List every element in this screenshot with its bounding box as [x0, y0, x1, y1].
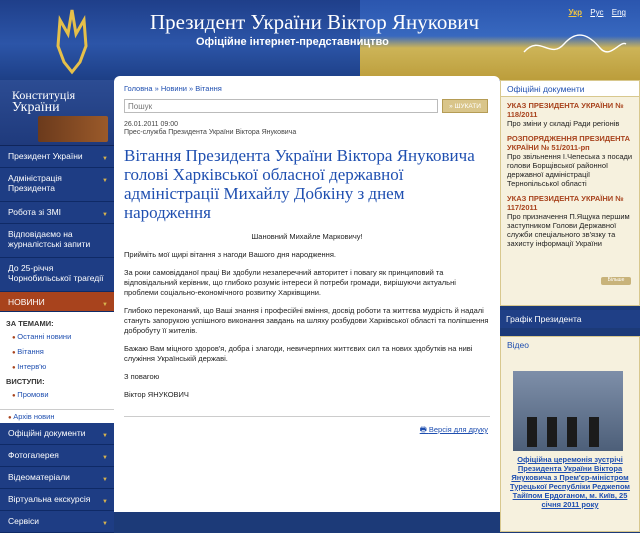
constitution-line1: Конституція [12, 88, 76, 102]
nav-media[interactable] [0, 202, 114, 224]
article-source: Прес-служба Президента України Віктора Януковича [124, 129, 297, 136]
nav-label: Сервіси [8, 516, 39, 526]
theme-link-speeches[interactable]: ● Промови [12, 390, 108, 399]
chevron-down-icon: ▼ [102, 455, 108, 461]
figure [527, 417, 537, 447]
doc-desc: Про призначення П.Ящука першим заступником Голови Державної служби спеціального зв'язку та захисту інформації України [507, 212, 630, 248]
theme-link-greetings[interactable]: ● Вітання [12, 347, 108, 356]
nav-label: Офіційні документи [8, 428, 86, 438]
nav-president[interactable] [0, 146, 114, 168]
official-docs-box [500, 80, 640, 306]
article-paragraph: Глибоко переконаний, що Ваші знання і професійні вміння, досвід роботи та життєва мудрість й надалі стануть запорукою успішного виконання завдань на шляху розбудови Харківської області та поліпшення добробуту її жителів. [124, 306, 489, 335]
nav-label: Відеоматеріали [8, 472, 70, 482]
search-button[interactable]: » ШУКАТИ [442, 99, 488, 113]
constitution-banner[interactable] [0, 80, 114, 146]
chevron-down-icon: ▼ [102, 212, 108, 218]
nav-label: Відповідаємо на журналістські запити [8, 229, 91, 249]
signature-icon [520, 30, 630, 62]
divider [124, 416, 490, 417]
print-label: Версія для друку [428, 425, 488, 434]
right-sidebar [500, 80, 640, 512]
more-button[interactable]: Більше [601, 277, 631, 285]
figure [547, 417, 557, 447]
lang-ukr[interactable]: Укр [568, 8, 583, 17]
article-body [124, 232, 490, 400]
language-switcher [562, 8, 626, 17]
article-signature: Віктор ЯНУКОВИЧ [124, 390, 189, 399]
nav-chornobyl[interactable] [0, 258, 114, 292]
news-archive-link[interactable]: ● Архів новин [0, 409, 114, 423]
trident-icon [40, 6, 104, 78]
nav-video[interactable] [0, 467, 114, 489]
printer-icon: 🖶 [419, 425, 429, 434]
doc-title[interactable]: РОЗПОРЯДЖЕННЯ ПРЕЗИДЕНТА УКРАЇНИ № 51/2011-рп [507, 134, 631, 152]
print-version-link[interactable] [420, 424, 488, 437]
article-paragraph: За роки самовідданої праці Ви здобули незаперечний авторитет і повагу як принциповий та відповідальний керівник, що глибоко розуміє інтереси й потреби громади, вирішуючи актуальні проблеми соціально-економічного розвитку Харківщини. [124, 268, 456, 297]
chevron-down-icon: ▼ [102, 477, 108, 483]
search-input[interactable] [124, 99, 438, 113]
theme-link-interviews[interactable]: ● Інтерв'ю [12, 362, 108, 371]
list-item[interactable] [507, 194, 633, 248]
chevron-down-icon: ▼ [102, 302, 108, 308]
chevron-down-icon: ▼ [102, 156, 108, 162]
list-item[interactable] [507, 134, 633, 188]
lang-eng[interactable]: Eng [611, 8, 626, 17]
nav-label: Фотогалерея [8, 450, 59, 460]
nav-administration[interactable] [0, 168, 114, 202]
doc-title[interactable]: УКАЗ ПРЕЗИДЕНТА УКРАЇНИ № 117/2011 [507, 194, 624, 212]
article-paragraph: Бажаю Вам міцного здоров'я, добра і злагоди, невичерпних життєвих сил та нових здобутків на ниві служіння Українській державі. [124, 344, 473, 363]
chevron-down-icon: ▼ [102, 521, 108, 527]
nav-services[interactable] [0, 511, 114, 533]
official-docs-title[interactable]: Офіційні документи [501, 81, 639, 97]
article-paragraph: Прийміть мої щирі вітання з нагоди Вашого дня народження. [124, 250, 336, 259]
nav-label: До 25-річчя Чорнобильської трагедії [8, 263, 104, 283]
president-schedule-link[interactable]: Графік Президента [500, 310, 640, 328]
video-title[interactable]: Відео [501, 337, 639, 353]
chevron-down-icon: ▼ [102, 178, 108, 184]
article-greeting: Шановний Михайле Марковичу! [251, 232, 363, 241]
chevron-down-icon: ▼ [102, 499, 108, 505]
nav-label: Робота зі ЗМІ [8, 207, 62, 217]
video-caption[interactable]: Офіційна церемонія зустрічі Президента України Віктора Януковича з Прем'єр-міністром Турецької Республіки Реджепом Тайїпом Ердоганом, м. Київ, 25 січня 2011 року [510, 455, 630, 509]
left-sidebar [0, 80, 114, 527]
constitution-line2: України [12, 100, 60, 115]
nav-label: Адміністрація Президента [8, 173, 62, 193]
nav-label: Президент України [8, 151, 83, 161]
nav-label: Віртуальна екскурсія [8, 494, 91, 504]
doc-title[interactable]: УКАЗ ПРЕЗИДЕНТА УКРАЇНИ № 118/2011 [507, 101, 624, 119]
search-bar [124, 99, 490, 113]
themes-heading: ЗА ТЕМАМИ: [6, 319, 54, 328]
nav-virtual-tour[interactable] [0, 489, 114, 511]
left-nav-bottom [0, 423, 114, 533]
chevron-down-icon: ▼ [102, 433, 108, 439]
nav-news[interactable] [0, 292, 114, 312]
nav-photo[interactable] [0, 445, 114, 467]
breadcrumb[interactable]: Головна » Новини » Вітання [124, 84, 222, 93]
video-thumbnail[interactable] [513, 371, 623, 451]
figure [567, 417, 577, 447]
book-icon [38, 116, 108, 142]
video-box [500, 336, 640, 532]
site-header [0, 0, 640, 80]
theme-link-latest[interactable]: ● Останні новини [12, 332, 108, 341]
site-title[interactable]: Президент України Віктор Янукович [150, 10, 480, 34]
site-subtitle: Офіційне інтернет-представництво [196, 36, 389, 48]
left-nav [0, 146, 114, 312]
nav-label: НОВИНИ [8, 297, 45, 307]
lang-rus[interactable]: Рус [590, 8, 604, 17]
docs-list [501, 97, 639, 305]
article-date: 26.01.2011 09:00 [124, 121, 178, 128]
nav-journalist-requests[interactable] [0, 224, 114, 258]
news-themes [0, 312, 114, 409]
article-closing: З повагою [124, 372, 160, 381]
list-item[interactable] [507, 101, 633, 128]
speeches-heading: ВИСТУПИ: [6, 377, 45, 386]
article-headline: Вітання Президента України Віктора Януковича голові Харківської обласної державної адміністрації Михайлу Добкіну з днем народження [124, 146, 475, 222]
doc-desc: Про звільнення І.Чепеська з посади голови Борщівської районної державної адміністрації Тернопільської області [507, 152, 633, 188]
doc-desc: Про зміни у складі Ради регіонів [507, 119, 620, 128]
main-content [114, 76, 500, 512]
nav-official-docs[interactable] [0, 423, 114, 445]
figure [589, 417, 599, 447]
